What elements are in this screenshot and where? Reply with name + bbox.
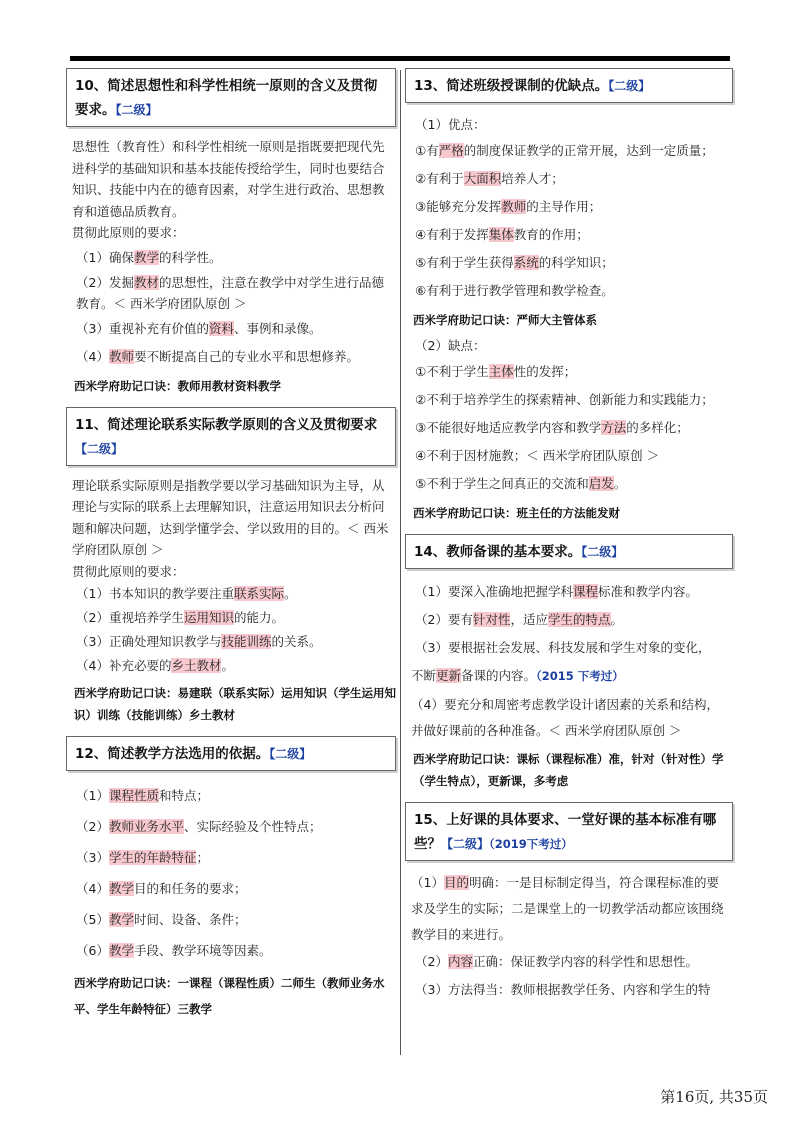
q12-basis-3: （3）学生的年龄特征； — [76, 850, 209, 865]
exam-note: （2019下考过） — [489, 837, 573, 851]
level-tag: 【二级】 — [581, 545, 624, 559]
q11-req-4: （4）补充必要的乡土教材。 — [76, 658, 234, 673]
question-14-heading — [405, 534, 733, 569]
q14-req-4: （4）要充分和周密考虑教学设计诸因素的关系和结构，并做好课前的各种准备。＜ 西米学府团队原创 ＞ — [411, 697, 719, 738]
q12-basis-2: （2）教师业务水平、实际经验及个性特点； — [76, 819, 322, 834]
q13-adv-1: ①有严格的制度保证教学的正常开展，达到一定质量； — [415, 143, 714, 158]
q10-req-1: （1）确保教学的科学性。 — [76, 249, 222, 265]
q10-req-2: （2）发掘教材的思想性，注意在教学中对学生进行品德教育。＜ 西米学府团队原创 ＞ — [76, 274, 384, 311]
left-column — [66, 68, 396, 1032]
q13-disadvantages-title: （2）缺点： — [415, 338, 486, 353]
q10-requirements-title: 贯彻此原则的要求： — [72, 225, 185, 240]
exam-note: （2015 下考过） — [536, 669, 624, 683]
question-10-title: 10、简述思想性和科学性相统一原则的含义及贯彻要求。 — [75, 78, 378, 118]
question-11-title: 11、简述理论联系实际教学原则的含义及贯彻要求 — [75, 416, 378, 433]
q13-dis-3: ③不能很好地适应教学内容和教学方法的多样化； — [415, 420, 689, 435]
q15-req-2: （2）内容正确：保证教学内容的科学性和思想性。 — [415, 954, 698, 969]
q10-mnemonic: 西米学府助记口诀：教师用教材资料教学 — [74, 378, 281, 393]
q14-mnemonic: 西米学府助记口诀：课标（课程标准）准，针对（针对性）学（学生特点），更新课，多考虑 — [413, 752, 724, 788]
q13-mnemonic-2: 西米学府助记口诀：班主任的方法能发财 — [413, 506, 620, 520]
q11-mnemonic: 西米学府助记口诀：易建联（联系实际）运用知识（学生运用知识）训练（技能训练）乡土教材 — [74, 686, 396, 722]
q13-mnemonic-1: 西米学府助记口诀：严师大主管体系 — [413, 313, 597, 327]
q12-basis-6: （6）教学手段、教学环境等因素。 — [76, 943, 272, 958]
q11-req-1: （1）书本知识的教学要注重联系实际。 — [76, 586, 297, 601]
q13-dis-4: ④不利于因材施教；＜ 西米学府团队原创 ＞ — [415, 448, 660, 463]
q14-req-2: （2）要有针对性，适应学生的特点。 — [415, 612, 624, 627]
question-12-title: 12、简述教学方法选用的依据。 — [75, 746, 270, 762]
top-rule — [70, 56, 730, 61]
question-10-heading — [66, 68, 396, 127]
q11-req-2: （2）重视培养学生运用知识的能力。 — [76, 610, 284, 625]
q10-req-3: （3）重视补充有价值的资料、事例和录像。 — [76, 320, 322, 336]
question-15-heading — [405, 802, 733, 861]
q11-definition: 理论联系实际原则是指教学要以学习基础知识为主导，从理论与实际的联系上去理解知识，注意运用知识去分析问题和解决问题，达到学懂学会、学以致用的目的。＜ 西米学府团队原创 ＞ — [72, 477, 389, 557]
q12-basis-5: （5）教学时间、设备、条件； — [76, 912, 247, 927]
q13-dis-2: ②不利于培养学生的探索精神、创新能力和实践能力； — [415, 392, 714, 407]
column-divider — [400, 70, 401, 1055]
page-number: 第16页, 共35页 — [660, 1088, 768, 1106]
q10-req-4: （4）教师要不断提高自己的专业水平和思想修养。 — [76, 348, 359, 364]
q12-basis-4: （4）教学目的和任务的要求； — [76, 881, 247, 896]
question-12-heading — [66, 736, 396, 771]
question-13-heading — [405, 68, 733, 103]
q13-adv-3: ③能够充分发挥教师的主导作用； — [415, 199, 602, 214]
q12-basis-1: （1）课程性质和特点； — [76, 788, 209, 803]
level-tag: 【二级】 — [75, 441, 124, 456]
q13-adv-2: ②有利于大面积培养人才； — [415, 171, 564, 186]
question-14-title: 14、教师备课的基本要求。 — [414, 544, 582, 560]
question-13-title: 13、简述班级授课制的优缺点。 — [414, 78, 609, 94]
question-15-title: 15、上好课的具体要求、一堂好课的基本标准有哪些？ — [414, 812, 717, 852]
q15-req-3: （3）方法得当：教师根据教学任务、内容和学生的特 — [415, 982, 711, 997]
q13-advantages-title: （1）优点： — [415, 117, 486, 132]
level-tag: 【二级】 — [115, 103, 158, 117]
q10-definition: 思想性（教育性）和科学性相统一原则是指既要把现代先进科学的基础知识和基本技能传授给学生，同时也要结合知识、技能中内在的德育因素，对学生进行政治、思想教育和道德品质教育。 — [72, 139, 385, 219]
q13-adv-6: ⑥有利于进行教学管理和教学检查。 — [415, 283, 614, 298]
q14-req-1: （1）要深入准确地把握学科课程标准和教学内容。 — [415, 584, 698, 599]
q15-req-1: （1）目的明确：一是目标制定得当，符合课程标准的要求及学生的实际；二是课堂上的一切教学活动都应该围绕教学目的来进行。 — [411, 875, 724, 942]
q12-mnemonic: 西米学府助记口诀：一课程（课程性质）二师生（教师业务水平、学生年龄特征）三教学 — [74, 976, 385, 1016]
q11-req-3: （3）正确处理知识教学与技能训练的关系。 — [76, 634, 322, 649]
q14-req-3: （3）要根据社会发展、科技发展和学生对象的变化， — [415, 640, 711, 655]
q14-req-3-cont: 不断更新备课的内容。（2015 下考过） — [411, 668, 624, 683]
q13-adv-5: ⑤有利于学生获得系统的科学知识； — [415, 255, 614, 270]
question-11-heading — [66, 407, 396, 466]
q13-dis-5: ⑤不利于学生之间真正的交流和启发。 — [415, 476, 627, 491]
level-tag: 【二级】 — [441, 837, 490, 851]
q11-requirements-title: 贯彻此原则的要求： — [72, 563, 185, 579]
right-column — [405, 68, 733, 1004]
q13-dis-1: ①不利于学生主体性的发挥； — [415, 364, 577, 379]
level-tag: 【二级】 — [608, 79, 651, 93]
q13-adv-4: ④有利于发挥集体教育的作用； — [415, 227, 589, 242]
level-tag: 【二级】 — [269, 747, 312, 761]
